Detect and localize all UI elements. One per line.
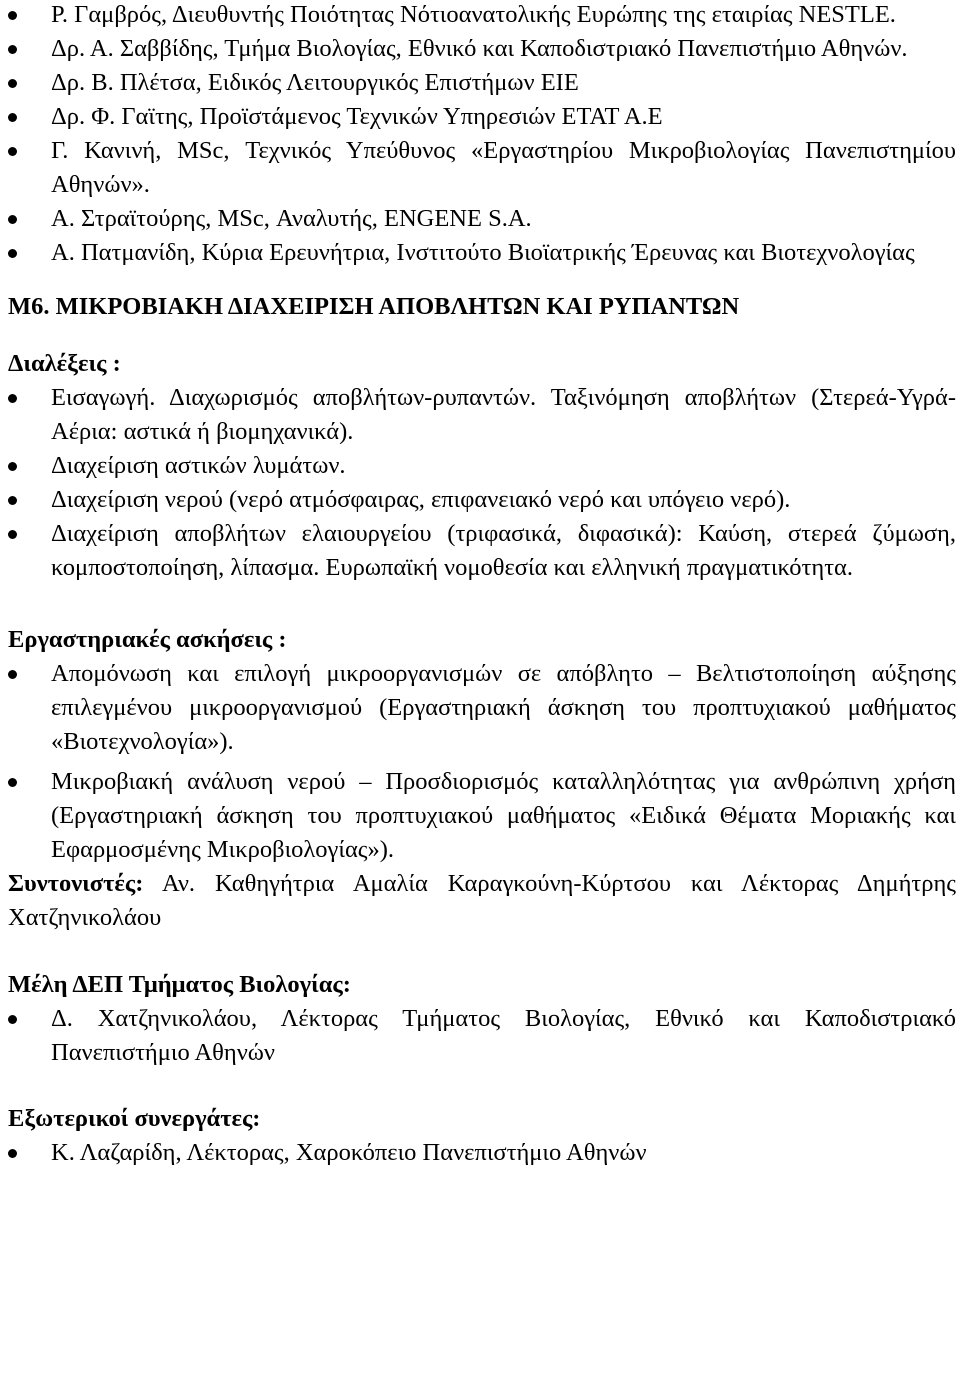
list-item: [8, 0, 956, 32]
list-item: [8, 32, 956, 66]
list-item: [8, 100, 956, 134]
coordinators-paragraph: [8, 867, 956, 935]
bullet-icon: [8, 394, 17, 403]
coordinators-text: Αν. Καθηγήτρια Αμαλία Καραγκούνη-Κύρτσου και Λέκτορας Δημήτρης Χατζηνικολάου: [8, 870, 956, 931]
bullet-icon: [8, 462, 17, 471]
list-item-text: Γ. Κανινή, MSc, Τεχνικός Υπεύθυνος «Εργαστηρίου Μικροβιολογίας Πανεπιστημίου Αθηνών».: [51, 137, 956, 198]
lectures-list: [8, 381, 956, 585]
lectures-heading: Διαλέξεις :: [8, 350, 121, 377]
document-page: [8, 0, 956, 1170]
instructors-list: [8, 0, 956, 270]
bullet-icon: [8, 1015, 17, 1024]
external-list: [8, 1136, 956, 1170]
bullet-icon: [8, 147, 17, 156]
list-item-text: Διαχείριση νερού (νερό ατμόσφαιρας, επιφανειακό νερό και υπόγειο νερό).: [51, 486, 791, 513]
list-item: [8, 517, 956, 585]
labs-heading: Εργαστηριακές ασκήσεις :: [8, 626, 287, 653]
external-heading: Εξωτερικοί συνεργάτες:: [8, 1105, 261, 1132]
list-item: [8, 66, 956, 100]
list-item-text: Κ. Λαζαρίδη, Λέκτορας, Χαροκόπειο Πανεπιστήμιο Αθηνών: [51, 1139, 647, 1166]
list-item-text: Εισαγωγή. Διαχωρισμός αποβλήτων-ρυπαντών. Ταξινόμηση αποβλήτων (Στερεά-Υγρά-Αέρια: αστικά ή βιομηχανικά).: [51, 384, 956, 445]
bullet-icon: [8, 1149, 17, 1158]
list-item-text: Δρ. Φ. Γαϊτης, Προϊστάμενος Τεχνικών Υπηρεσιών ΕΤΑΤ Α.Ε: [51, 103, 663, 130]
list-item: [8, 449, 956, 483]
bullet-icon: [8, 79, 17, 88]
labs-list: [8, 657, 956, 867]
list-item: [8, 1136, 956, 1170]
list-item: [8, 202, 956, 236]
section-title: M6. ΜΙΚΡΟΒΙΑΚΗ ΔΙΑΧΕΙΡΙΣΗ ΑΠΟΒΛΗΤΩΝ ΚΑΙ ΡΥΠΑΝΤΩΝ: [8, 293, 740, 320]
bullet-icon: [8, 45, 17, 54]
list-item-text: Απομόνωση και επιλογή μικροοργανισμών σε απόβλητο – Βελτιστοποίηση αύξησης επιλεγμένου μικροοργανισμού (Εργαστηριακή άσκηση του προπτυχιακού μαθήματος «Βιοτεχνολογία»).: [51, 660, 956, 755]
list-item: [8, 1002, 956, 1070]
members-list: [8, 1002, 956, 1070]
bullet-icon: [8, 215, 17, 224]
bullet-icon: [8, 113, 17, 122]
bullet-icon: [8, 670, 17, 679]
bullet-icon: [8, 496, 17, 505]
list-item-text: Α. Στραϊτούρης, MSc, Αναλυτής, ENGENE S.A.: [51, 205, 532, 232]
coordinators-label: Συντονιστές:: [8, 870, 144, 897]
bullet-icon: [8, 11, 17, 20]
list-item: [8, 381, 956, 449]
list-item: [8, 765, 956, 867]
list-item: [8, 483, 956, 517]
list-item-text: Ρ. Γαμβρός, Διευθυντής Ποιότητας Νότιοανατολικής Ευρώπης της εταιρίας NESTLE.: [51, 1, 896, 28]
list-item: [8, 236, 956, 270]
list-item-text: Διαχείριση αστικών λυμάτων.: [51, 452, 346, 479]
list-item-text: Α. Πατμανίδη, Κύρια Ερευνήτρια, Ινστιτούτο Βιοϊατρικής Έρευνας και Βιοτεχνολογίας: [51, 239, 915, 266]
list-item-text: Διαχείριση αποβλήτων ελαιουργείου (τριφασικά, διφασικά): Καύση, στερεά ζύμωση, κομποστοποίηση, λίπασμα. Ευρωπαϊκή νομοθεσία και ελληνική πραγματικότητα.: [51, 520, 956, 581]
list-item-text: Δ. Χατζηνικολάου, Λέκτορας Τμήματος Βιολογίας, Εθνικό και Καποδιστριακό Πανεπιστήμιο Αθηνών: [51, 1005, 956, 1066]
list-item: [8, 657, 956, 759]
list-item-text: Δρ. Α. Σαββίδης, Τμήμα Βιολογίας, Εθνικό και Καποδιστριακό Πανεπιστήμιο Αθηνών.: [51, 35, 908, 62]
bullet-icon: [8, 249, 17, 258]
list-item-text: Δρ. Β. Πλέτσα, Ειδικός Λειτουργικός Επιστήμων ΕΙΕ: [51, 69, 579, 96]
list-item: [8, 134, 956, 202]
bullet-icon: [8, 778, 17, 787]
list-item-text: Μικροβιακή ανάλυση νερού – Προσδιορισμός καταλληλότητας για ανθρώπινη χρήση (Εργαστηριακή άσκηση του προπτυχιακού μαθήματος «Ειδικά Θέματα Μοριακής και Εφαρμοσμένης Μικροβιολογίας»).: [51, 768, 956, 863]
members-heading: Μέλη ΔΕΠ Τμήματος Βιολογίας:: [8, 971, 351, 998]
bullet-icon: [8, 530, 17, 539]
